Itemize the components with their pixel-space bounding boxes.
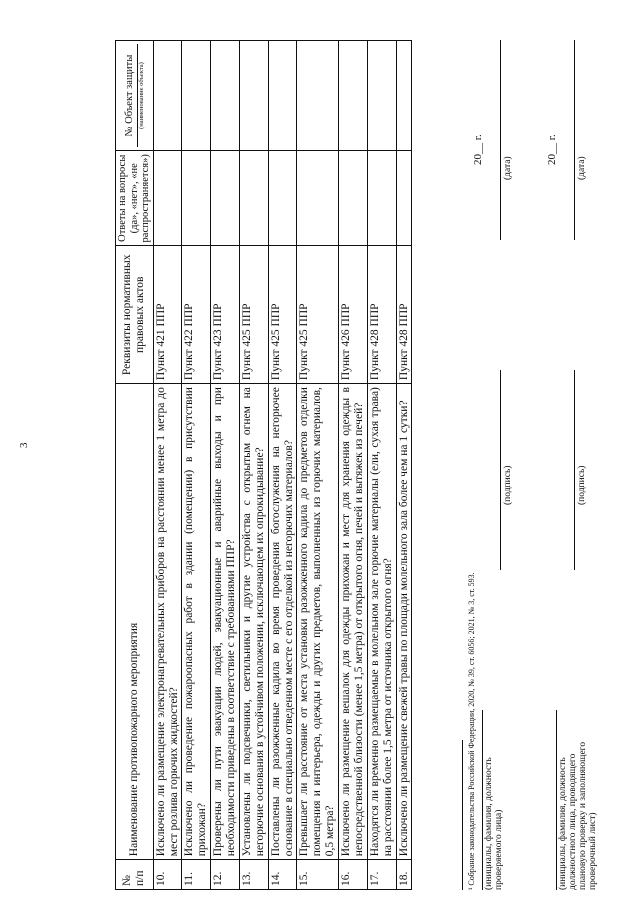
signature-line[interactable]: [500, 370, 501, 570]
row-text: Поставлены ли разожженные кадила во время проведения богослужения на негорючее основание в специально отведенном месте с его отделкой из негорючих материалов?: [268, 384, 297, 860]
date-line[interactable]: [500, 40, 501, 240]
table-row: [268, 41, 297, 890]
signature-label: (инициалы, фамилия, должность проверяемого лица): [484, 757, 505, 890]
signature-caption: (подпись): [503, 465, 514, 505]
row-num: 18.: [396, 860, 412, 890]
row-object-cell[interactable]: [339, 41, 368, 151]
date-text: 20__ г.: [472, 134, 485, 165]
checklist-table: [115, 40, 412, 890]
header-answers: Ответы на вопросы (да», «нет», «не распространяется»): [116, 151, 154, 246]
date-text: 20__ г.: [546, 134, 559, 165]
row-ref: Пункт 421 ППР: [153, 246, 182, 384]
row-ref: Пункт 423 ППР: [211, 246, 240, 384]
table-row: [396, 41, 412, 890]
row-num: 15.: [297, 860, 339, 890]
row-text: Исключено ли размещение вешалок для одежды прихожан и мест для хранения одежды в непосредственной близости (менее 1,5 метра) от открытого огня, печей и вытяжек из печей?: [339, 384, 368, 860]
row-object-cell[interactable]: [153, 41, 182, 151]
row-num: 10.: [153, 860, 182, 890]
date-caption: (дата): [577, 156, 588, 180]
row-ref: Пункт 425 ППР: [297, 246, 339, 384]
signature-block-inspector: [546, 40, 624, 890]
table-body: [153, 41, 412, 890]
header-object-no: № Объект защиты: [123, 54, 135, 137]
row-text: Установлены ли подсвечники, светильники и другие устройства с открытым огнем на негорючие основания в устойчивом положении, исключающем их опрокидывание?: [239, 384, 268, 860]
row-answer-cell[interactable]: [396, 151, 412, 246]
row-ref: Пункт 426 ППР: [339, 246, 368, 384]
row-ref: Пункт 428 ППР: [396, 246, 412, 384]
row-object-cell[interactable]: [297, 41, 339, 151]
row-num: 13.: [239, 860, 268, 890]
table-row: [339, 41, 368, 890]
header-object: [116, 41, 154, 151]
table-row: [239, 41, 268, 890]
row-object-cell[interactable]: [367, 41, 396, 151]
table-header-row: [116, 41, 154, 890]
row-text: Исключено ли размещение электронагревательных приборов на расстоянии менее 1 метра до мест розлива горючих жидкостей?: [153, 384, 182, 860]
row-num: 11.: [182, 860, 211, 890]
date-line[interactable]: [574, 40, 575, 240]
header-requisites: Реквизиты нормативных правовых актов: [116, 246, 154, 384]
footnote-rule: [462, 740, 463, 890]
row-answer-cell[interactable]: [297, 151, 339, 246]
footnote: [462, 40, 476, 890]
row-answer-cell[interactable]: [367, 151, 396, 246]
header-num: № п/п: [116, 860, 154, 890]
row-ref: Пункт 425 ППР: [239, 246, 268, 384]
rotated-page-content: [115, 40, 615, 890]
header-name: Наименование противопожарного мероприятия: [116, 384, 154, 860]
row-object-cell[interactable]: [182, 41, 211, 151]
row-ref: Пункт 428 ППР: [367, 246, 396, 384]
row-text: Исключено ли размещение свежей травы по площади молельного зала более чем на 1 сутки?: [396, 384, 412, 860]
row-object-cell[interactable]: [396, 41, 412, 151]
signature-line[interactable]: [574, 370, 575, 570]
table-row: [367, 41, 396, 890]
date-caption: (дата): [503, 156, 514, 180]
row-answer-cell[interactable]: [182, 151, 211, 246]
page-number: 3: [18, 442, 30, 448]
signature-label: (инициалы, фамилия, должность должностного лица, проводящего плановую проверку и заполняющего проверочный лист): [558, 741, 599, 890]
row-answer-cell[interactable]: [339, 151, 368, 246]
row-num: 12.: [211, 860, 240, 890]
row-num: 17.: [367, 860, 396, 890]
row-text: Находятся ли временно размещаемые в молельном зале горючие материалы (ели, сухая трава) на расстоянии более 1,5 метра от источника открытого огня?: [367, 384, 396, 860]
header-object-caption: (наименование объекта): [137, 44, 145, 147]
table-row: [211, 41, 240, 890]
row-answer-cell[interactable]: [268, 151, 297, 246]
row-answer-cell[interactable]: [153, 151, 182, 246]
row-answer-cell[interactable]: [239, 151, 268, 246]
footnote-text: ¹ Собрание законодательства Российской Федерации, 2020, № 39, ст. 6056; 2021, № 3, ст. 593.: [467, 572, 477, 890]
row-num: 14.: [268, 860, 297, 890]
row-text: Исключено ли проведение пожароопасных работ в здании (помещении) в присутствии прихожан?: [182, 384, 211, 860]
row-text: Проверены ли пути эвакуации людей, эвакуационные и аварийные выходы и при необходимости приведены в соответствие с требованиями ППР?: [211, 384, 240, 860]
row-object-cell[interactable]: [268, 41, 297, 151]
row-object-cell[interactable]: [211, 41, 240, 151]
row-text: Превышает ли расстояние от места установки разожженного кадила до предметов отделки помещения и интерьера, одежды и других предметов, выполненных из горючих материалов, 0,5 метра?: [297, 384, 339, 860]
table-row: [182, 41, 211, 890]
signature-caption: (подпись): [577, 465, 588, 505]
row-num: 16.: [339, 860, 368, 890]
row-answer-cell[interactable]: [211, 151, 240, 246]
row-ref: Пункт 425 ППР: [268, 246, 297, 384]
row-ref: Пункт 422 ППР: [182, 246, 211, 384]
table-row: [153, 41, 182, 890]
table-row: [297, 41, 339, 890]
row-object-cell[interactable]: [239, 41, 268, 151]
